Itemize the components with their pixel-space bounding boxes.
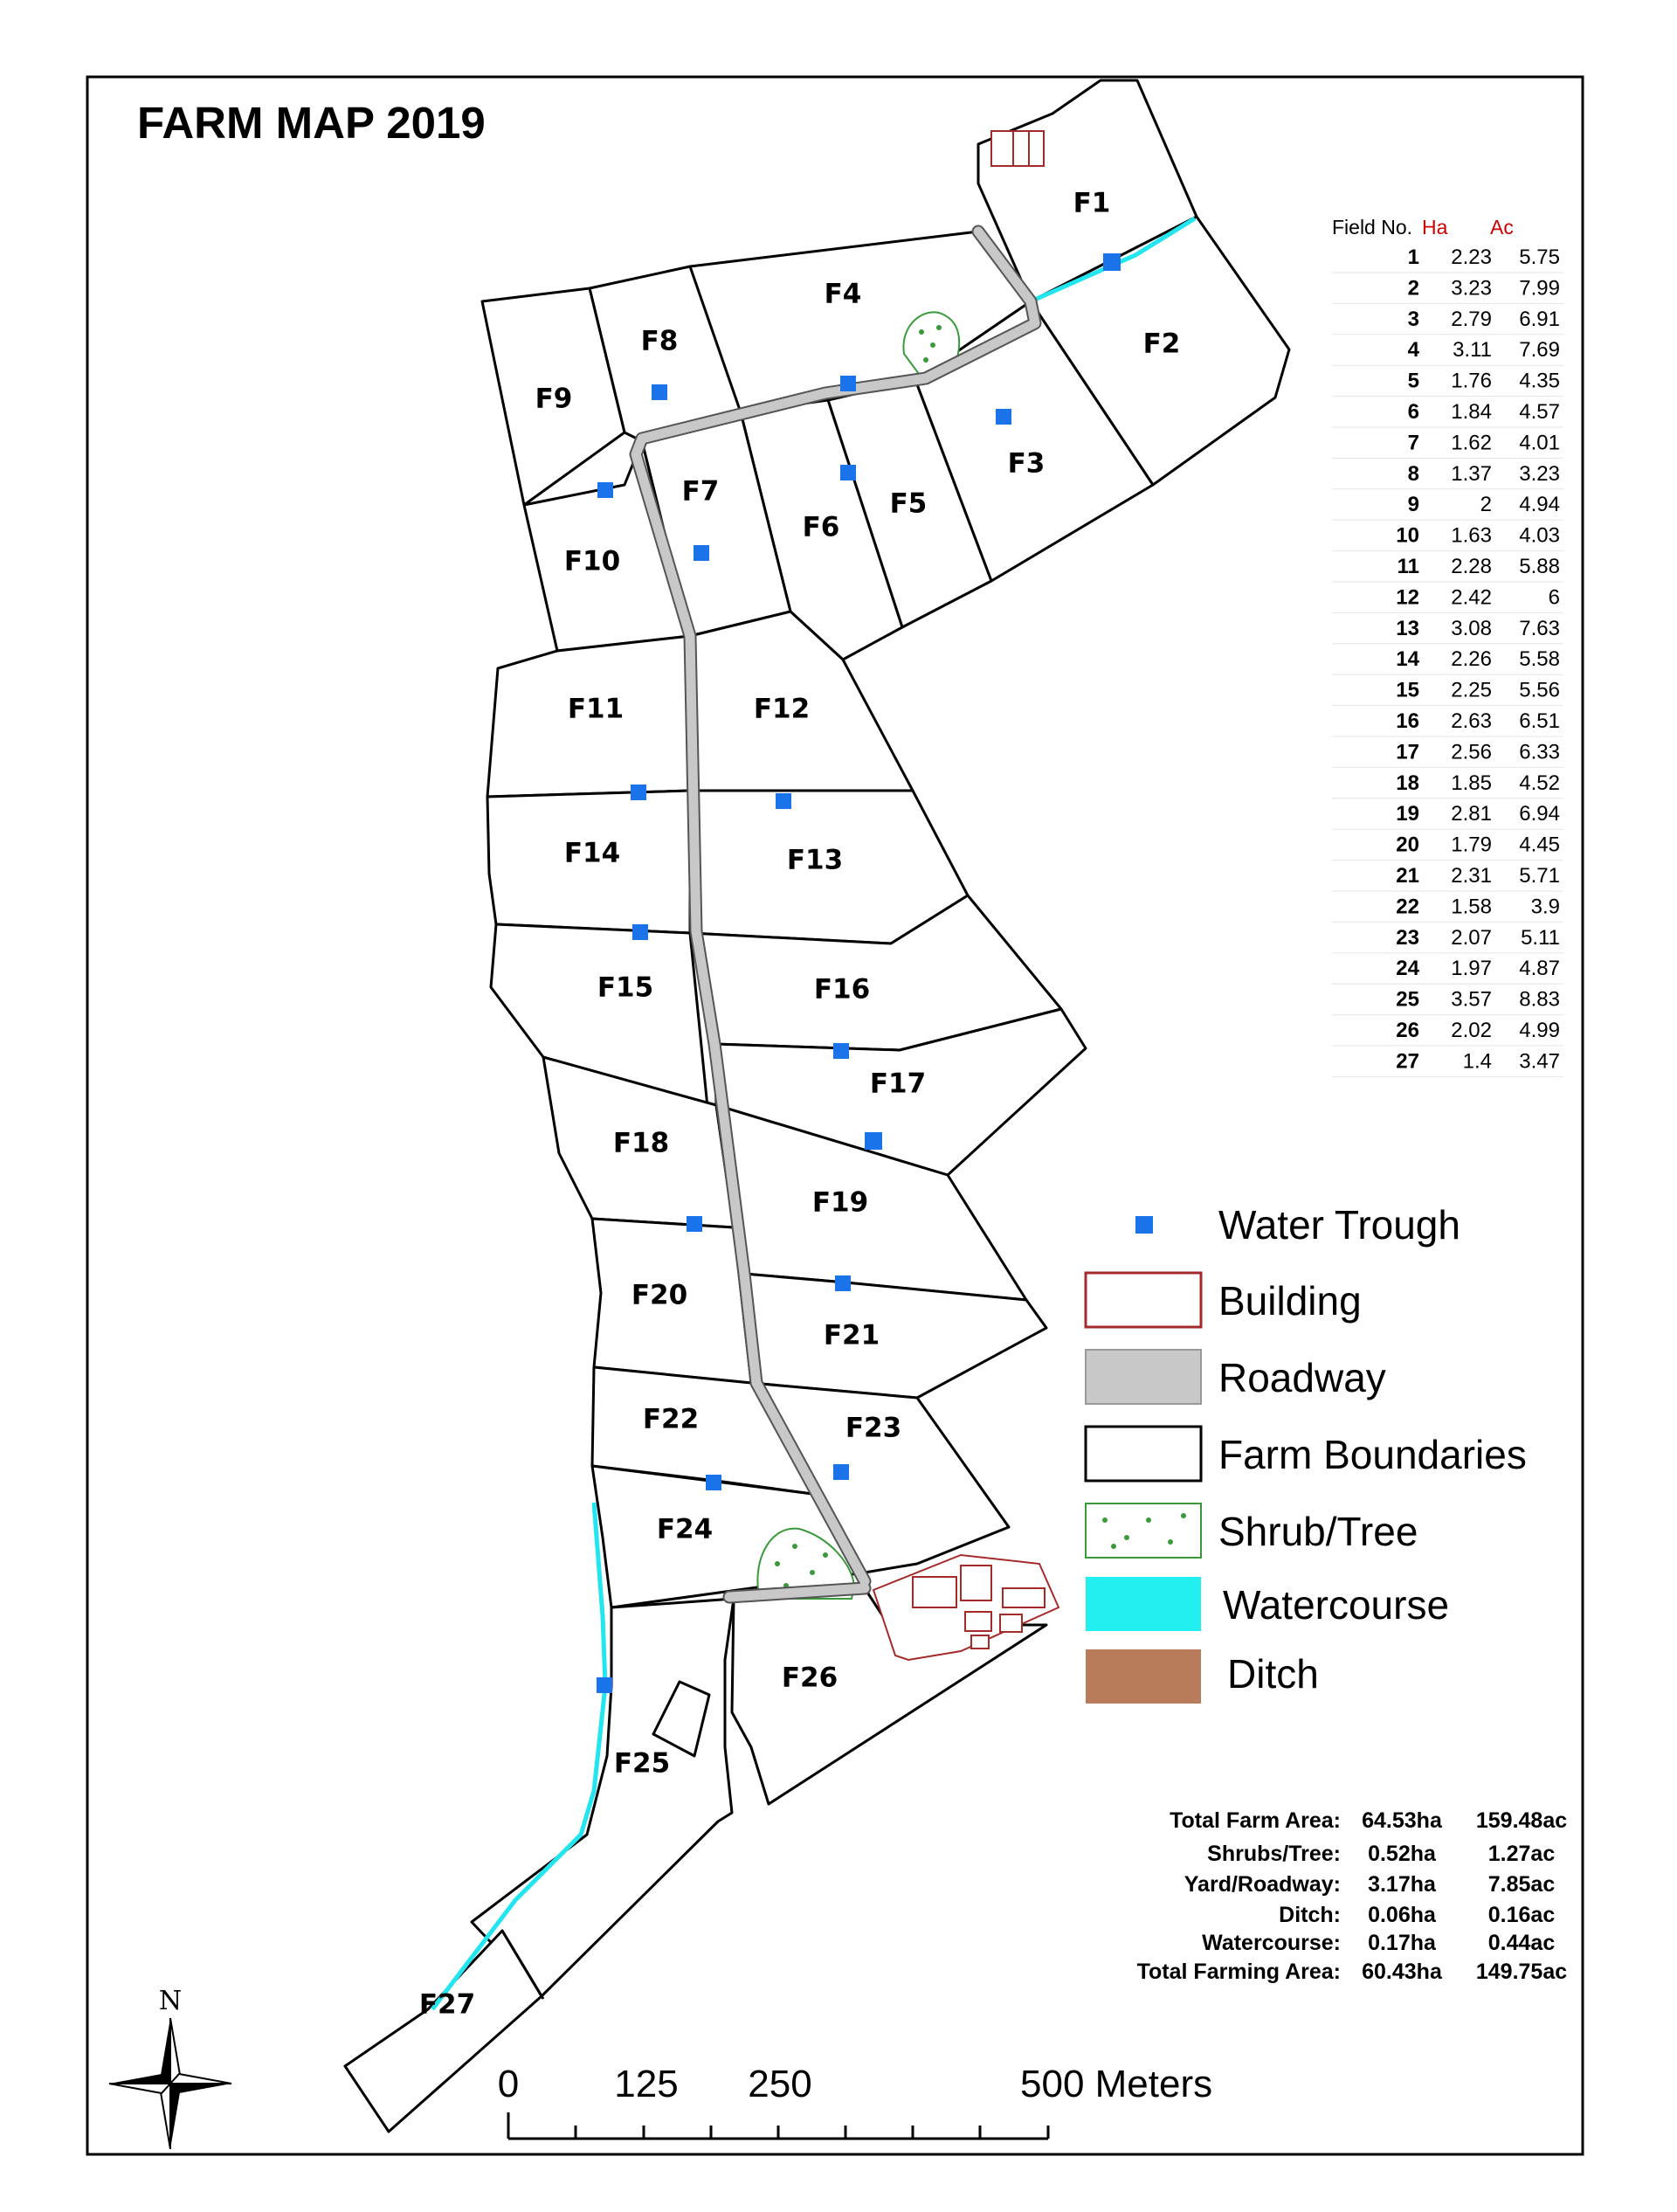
table-cell-field: 2 — [1407, 276, 1419, 301]
table-cell-ac: 4.52 — [1519, 771, 1560, 795]
table-cell-ac: 4.94 — [1519, 493, 1560, 517]
area-totals — [1137, 1808, 1568, 1984]
scale-tick-label: 500 Meters — [1020, 2063, 1213, 2105]
field-label: F24 — [656, 1513, 714, 1545]
totals-ac: 0.16ac — [1487, 1903, 1556, 1927]
totals-ac: 7.85ac — [1487, 1872, 1556, 1897]
scale-tick-label: 125 — [614, 2063, 679, 2105]
water-trough — [632, 924, 648, 940]
table-cell-ac: 5.56 — [1519, 678, 1560, 702]
table-cell-ac: 6.94 — [1519, 802, 1560, 826]
table-cell-field: 25 — [1396, 987, 1419, 1012]
table-cell-field: 9 — [1407, 493, 1419, 517]
table-cell-field: 20 — [1396, 833, 1419, 857]
field-label: F6 — [802, 511, 840, 543]
field-label: F22 — [642, 1403, 700, 1435]
table-cell-ha: 3.11 — [1453, 338, 1492, 363]
table-cell-ac: 4.87 — [1519, 957, 1560, 981]
legend-label: Shrub/Tree — [1218, 1509, 1418, 1554]
field-label: F27 — [418, 1988, 476, 2021]
field-label: F21 — [823, 1319, 880, 1351]
totals-label: Ditch: — [1279, 1903, 1341, 1927]
totals-label: Shrubs/Tree: — [1207, 1842, 1341, 1866]
table-cell-ac: 6.51 — [1519, 709, 1560, 733]
legend-label: Watercourse — [1223, 1582, 1450, 1628]
field-label: F14 — [563, 837, 621, 869]
table-cell-ha: 2.63 — [1451, 709, 1492, 733]
legend-swatch-shrub-tree — [1086, 1503, 1201, 1558]
field-label: F25 — [613, 1747, 671, 1780]
table-row — [1332, 308, 1563, 335]
totals-ha: 64.53ha — [1362, 1808, 1442, 1833]
table-cell-ha: 2.81 — [1451, 802, 1492, 826]
totals-ac: 1.27ac — [1487, 1842, 1556, 1866]
totals-ac: 149.75ac — [1475, 1960, 1568, 1984]
field-label: F11 — [567, 693, 625, 725]
totals-label: Total Farming Area: — [1136, 1960, 1341, 1984]
totals-ha: 60.43ha — [1362, 1960, 1442, 1984]
table-cell-ac: 4.99 — [1519, 1019, 1560, 1042]
field-label: F3 — [1007, 447, 1046, 480]
field-label: F10 — [563, 545, 621, 577]
legend-label: Building — [1218, 1278, 1362, 1324]
field-label: F15 — [597, 971, 654, 1004]
table-cell-ha: 3.57 — [1451, 987, 1492, 1012]
field-area-table — [1332, 216, 1563, 1076]
table-row — [1332, 555, 1563, 582]
table-cell-ha: 1.97 — [1451, 957, 1492, 981]
totals-ha: 0.06ha — [1368, 1903, 1436, 1927]
table-cell-ha: 2.42 — [1451, 585, 1492, 610]
table-row — [1332, 709, 1563, 736]
legend-swatch-building — [1086, 1273, 1201, 1327]
building — [961, 1566, 991, 1600]
building — [1000, 1614, 1022, 1632]
legend-label: Ditch — [1227, 1651, 1319, 1697]
field-label: F19 — [811, 1186, 869, 1219]
table-cell-ac: 5.11 — [1521, 925, 1560, 950]
field-label: F13 — [786, 844, 844, 876]
table-cell-ac: 3.23 — [1519, 461, 1560, 486]
field-label: F4 — [824, 278, 862, 310]
table-cell-ac: 6 — [1548, 585, 1560, 610]
water-trough — [597, 1677, 612, 1693]
table-cell-field: 13 — [1396, 616, 1419, 640]
table-row — [1332, 1019, 1563, 1046]
table-row — [1332, 926, 1563, 953]
table-header-ha: Ha — [1422, 216, 1448, 238]
water-trough — [840, 465, 856, 480]
totals-ha: 3.17ha — [1368, 1872, 1436, 1897]
table-row — [1332, 957, 1563, 984]
table-row — [1332, 1049, 1563, 1076]
totals-label: Watercourse: — [1202, 1931, 1341, 1955]
table-cell-field: 19 — [1396, 802, 1419, 826]
table-cell-ha: 2.31 — [1451, 864, 1492, 888]
water-trough — [687, 1216, 702, 1232]
field-label: F20 — [631, 1279, 688, 1311]
table-cell-field: 11 — [1397, 555, 1419, 578]
table-cell-ac: 7.69 — [1519, 338, 1560, 363]
table-cell-ac: 5.71 — [1519, 864, 1560, 888]
table-cell-ha: 1.85 — [1451, 771, 1492, 795]
field-label: F8 — [640, 325, 679, 357]
table-cell-ac: 6.33 — [1519, 740, 1560, 764]
legend-label: Farm Boundaries — [1218, 1432, 1527, 1477]
table-row — [1332, 833, 1563, 861]
scale-tick-label: 0 — [497, 2063, 520, 2105]
water-trough — [833, 1043, 849, 1059]
legend-label: Roadway — [1218, 1355, 1386, 1400]
table-row — [1332, 431, 1563, 458]
field-label: F1 — [1073, 187, 1111, 219]
table-cell-ac: 3.47 — [1519, 1049, 1560, 1074]
field-label: F16 — [813, 973, 871, 1006]
table-cell-ac: 7.63 — [1519, 616, 1560, 640]
table-row — [1332, 276, 1563, 303]
scale-bar — [498, 2063, 1212, 2139]
map-legend — [1086, 1202, 1527, 1704]
legend-swatch-water-trough — [1135, 1216, 1153, 1234]
table-row — [1332, 370, 1563, 397]
scale-tick-label: 250 — [748, 2063, 812, 2105]
building — [913, 1577, 956, 1607]
north-arrow-icon — [109, 1986, 231, 2149]
table-cell-ac: 4.57 — [1519, 400, 1560, 424]
table-cell-ha: 2.23 — [1451, 245, 1492, 269]
table-cell-ha: 2.02 — [1451, 1019, 1492, 1042]
table-cell-ac: 5.75 — [1519, 245, 1560, 269]
table-row — [1332, 679, 1563, 706]
water-trough — [1103, 253, 1121, 271]
table-cell-ac: 5.58 — [1519, 647, 1560, 672]
table-cell-field: 10 — [1396, 523, 1419, 548]
table-cell-field: 15 — [1396, 678, 1419, 702]
north-label: N — [158, 1986, 183, 2016]
totals-ha: 0.17ha — [1368, 1931, 1436, 1955]
water-trough — [597, 482, 613, 498]
table-row — [1332, 864, 1563, 891]
farm-fields — [345, 80, 1289, 2132]
table-cell-ha: 3.08 — [1451, 616, 1492, 640]
table-header-field: Field No. — [1332, 216, 1413, 238]
table-cell-ha: 2.56 — [1451, 740, 1492, 764]
building — [965, 1612, 991, 1631]
field-label: F23 — [845, 1412, 902, 1444]
table-cell-ac: 7.99 — [1519, 276, 1560, 301]
table-cell-field: 12 — [1396, 585, 1419, 610]
table-row — [1332, 524, 1563, 551]
table-cell-ac: 4.45 — [1519, 833, 1560, 857]
table-row — [1332, 802, 1563, 829]
table-cell-ac: 3.9 — [1530, 895, 1560, 919]
table-cell-ha: 2.28 — [1451, 555, 1492, 578]
table-cell-ac: 4.35 — [1519, 369, 1560, 393]
water-trough — [631, 785, 646, 800]
field-label: F18 — [612, 1127, 670, 1159]
table-cell-field: 27 — [1396, 1049, 1419, 1074]
table-row — [1332, 740, 1563, 767]
table-cell-ac: 4.03 — [1519, 523, 1560, 548]
table-header-ac: Ac — [1490, 216, 1514, 238]
totals-ac: 0.44ac — [1487, 1931, 1556, 1955]
water-trough — [694, 545, 709, 561]
water-trough — [706, 1475, 721, 1490]
table-row — [1332, 462, 1563, 489]
table-cell-ha: 2.07 — [1451, 925, 1492, 950]
table-cell-ac: 6.91 — [1519, 307, 1560, 331]
table-cell-field: 26 — [1396, 1019, 1419, 1042]
field-label: F5 — [889, 487, 928, 520]
table-row — [1332, 895, 1563, 922]
table-cell-ha: 1.79 — [1451, 833, 1492, 857]
table-cell-field: 14 — [1396, 647, 1419, 672]
building — [1003, 1588, 1045, 1607]
table-cell-field: 5 — [1407, 369, 1419, 393]
table-cell-field: 8 — [1407, 461, 1419, 486]
table-cell-ha: 2.26 — [1451, 647, 1492, 672]
table-cell-field: 17 — [1396, 740, 1419, 764]
table-cell-ha: 1.4 — [1462, 1049, 1492, 1074]
water-trough — [865, 1132, 882, 1150]
table-row — [1332, 647, 1563, 674]
table-cell-ha: 2.25 — [1451, 678, 1492, 702]
building-f1-sheds — [991, 131, 1044, 166]
legend-swatch-ditch — [1086, 1649, 1201, 1704]
table-row — [1332, 617, 1563, 644]
table-cell-field: 3 — [1407, 307, 1419, 331]
table-cell-field: 24 — [1396, 957, 1419, 981]
table-row — [1332, 585, 1563, 612]
table-cell-field: 7 — [1407, 431, 1419, 455]
totals-ha: 0.52ha — [1368, 1842, 1436, 1866]
legend-label: Water Trough — [1218, 1202, 1460, 1248]
table-cell-field: 21 — [1396, 864, 1419, 888]
table-cell-ha: 2.79 — [1451, 307, 1492, 331]
table-cell-ha: 1.58 — [1451, 895, 1492, 919]
table-cell-ha: 1.62 — [1451, 431, 1492, 455]
field-label: F9 — [535, 383, 573, 415]
table-cell-ha: 1.63 — [1451, 523, 1492, 548]
field-label: F12 — [753, 693, 811, 725]
field-label: F26 — [781, 1662, 838, 1694]
table-row — [1332, 338, 1563, 365]
table-cell-ha: 1.84 — [1451, 400, 1492, 424]
table-cell-field: 22 — [1396, 895, 1419, 919]
table-cell-field: 6 — [1407, 400, 1419, 424]
building — [971, 1635, 989, 1649]
totals-label: Total Farm Area: — [1170, 1808, 1341, 1833]
water-trough — [996, 409, 1011, 425]
totals-ac: 159.48ac — [1475, 1808, 1568, 1833]
table-row — [1332, 771, 1563, 798]
table-cell-ha: 3.23 — [1451, 276, 1492, 301]
table-cell-ac: 8.83 — [1519, 987, 1560, 1012]
field-label: F7 — [681, 475, 720, 508]
field-label: F2 — [1142, 328, 1181, 360]
table-cell-field: 16 — [1396, 709, 1419, 733]
table-row — [1332, 493, 1563, 520]
table-cell-ha: 1.37 — [1451, 461, 1492, 486]
water-trough — [840, 376, 856, 391]
water-trough — [833, 1464, 849, 1480]
table-cell-field: 4 — [1407, 338, 1419, 363]
water-trough — [652, 384, 667, 400]
legend-swatch-roadway — [1086, 1350, 1201, 1404]
table-row — [1332, 988, 1563, 1015]
legend-swatch-watercourse — [1086, 1577, 1201, 1631]
table-cell-ac: 5.88 — [1519, 555, 1560, 578]
water-trough — [776, 793, 791, 809]
table-cell-ha: 1.76 — [1451, 369, 1492, 393]
map-title: FARM MAP 2019 — [137, 98, 486, 148]
legend-swatch-farm-boundaries — [1086, 1427, 1201, 1481]
table-row — [1332, 400, 1563, 427]
table-cell-ha: 2 — [1480, 493, 1492, 517]
totals-label: Yard/Roadway: — [1184, 1872, 1341, 1897]
table-cell-ac: 4.01 — [1519, 431, 1560, 455]
table-cell-field: 23 — [1396, 925, 1419, 950]
table-cell-field: 1 — [1407, 245, 1419, 269]
table-cell-field: 18 — [1396, 771, 1419, 795]
field-label: F17 — [869, 1068, 927, 1100]
water-trough — [835, 1275, 851, 1291]
table-row — [1332, 245, 1563, 273]
